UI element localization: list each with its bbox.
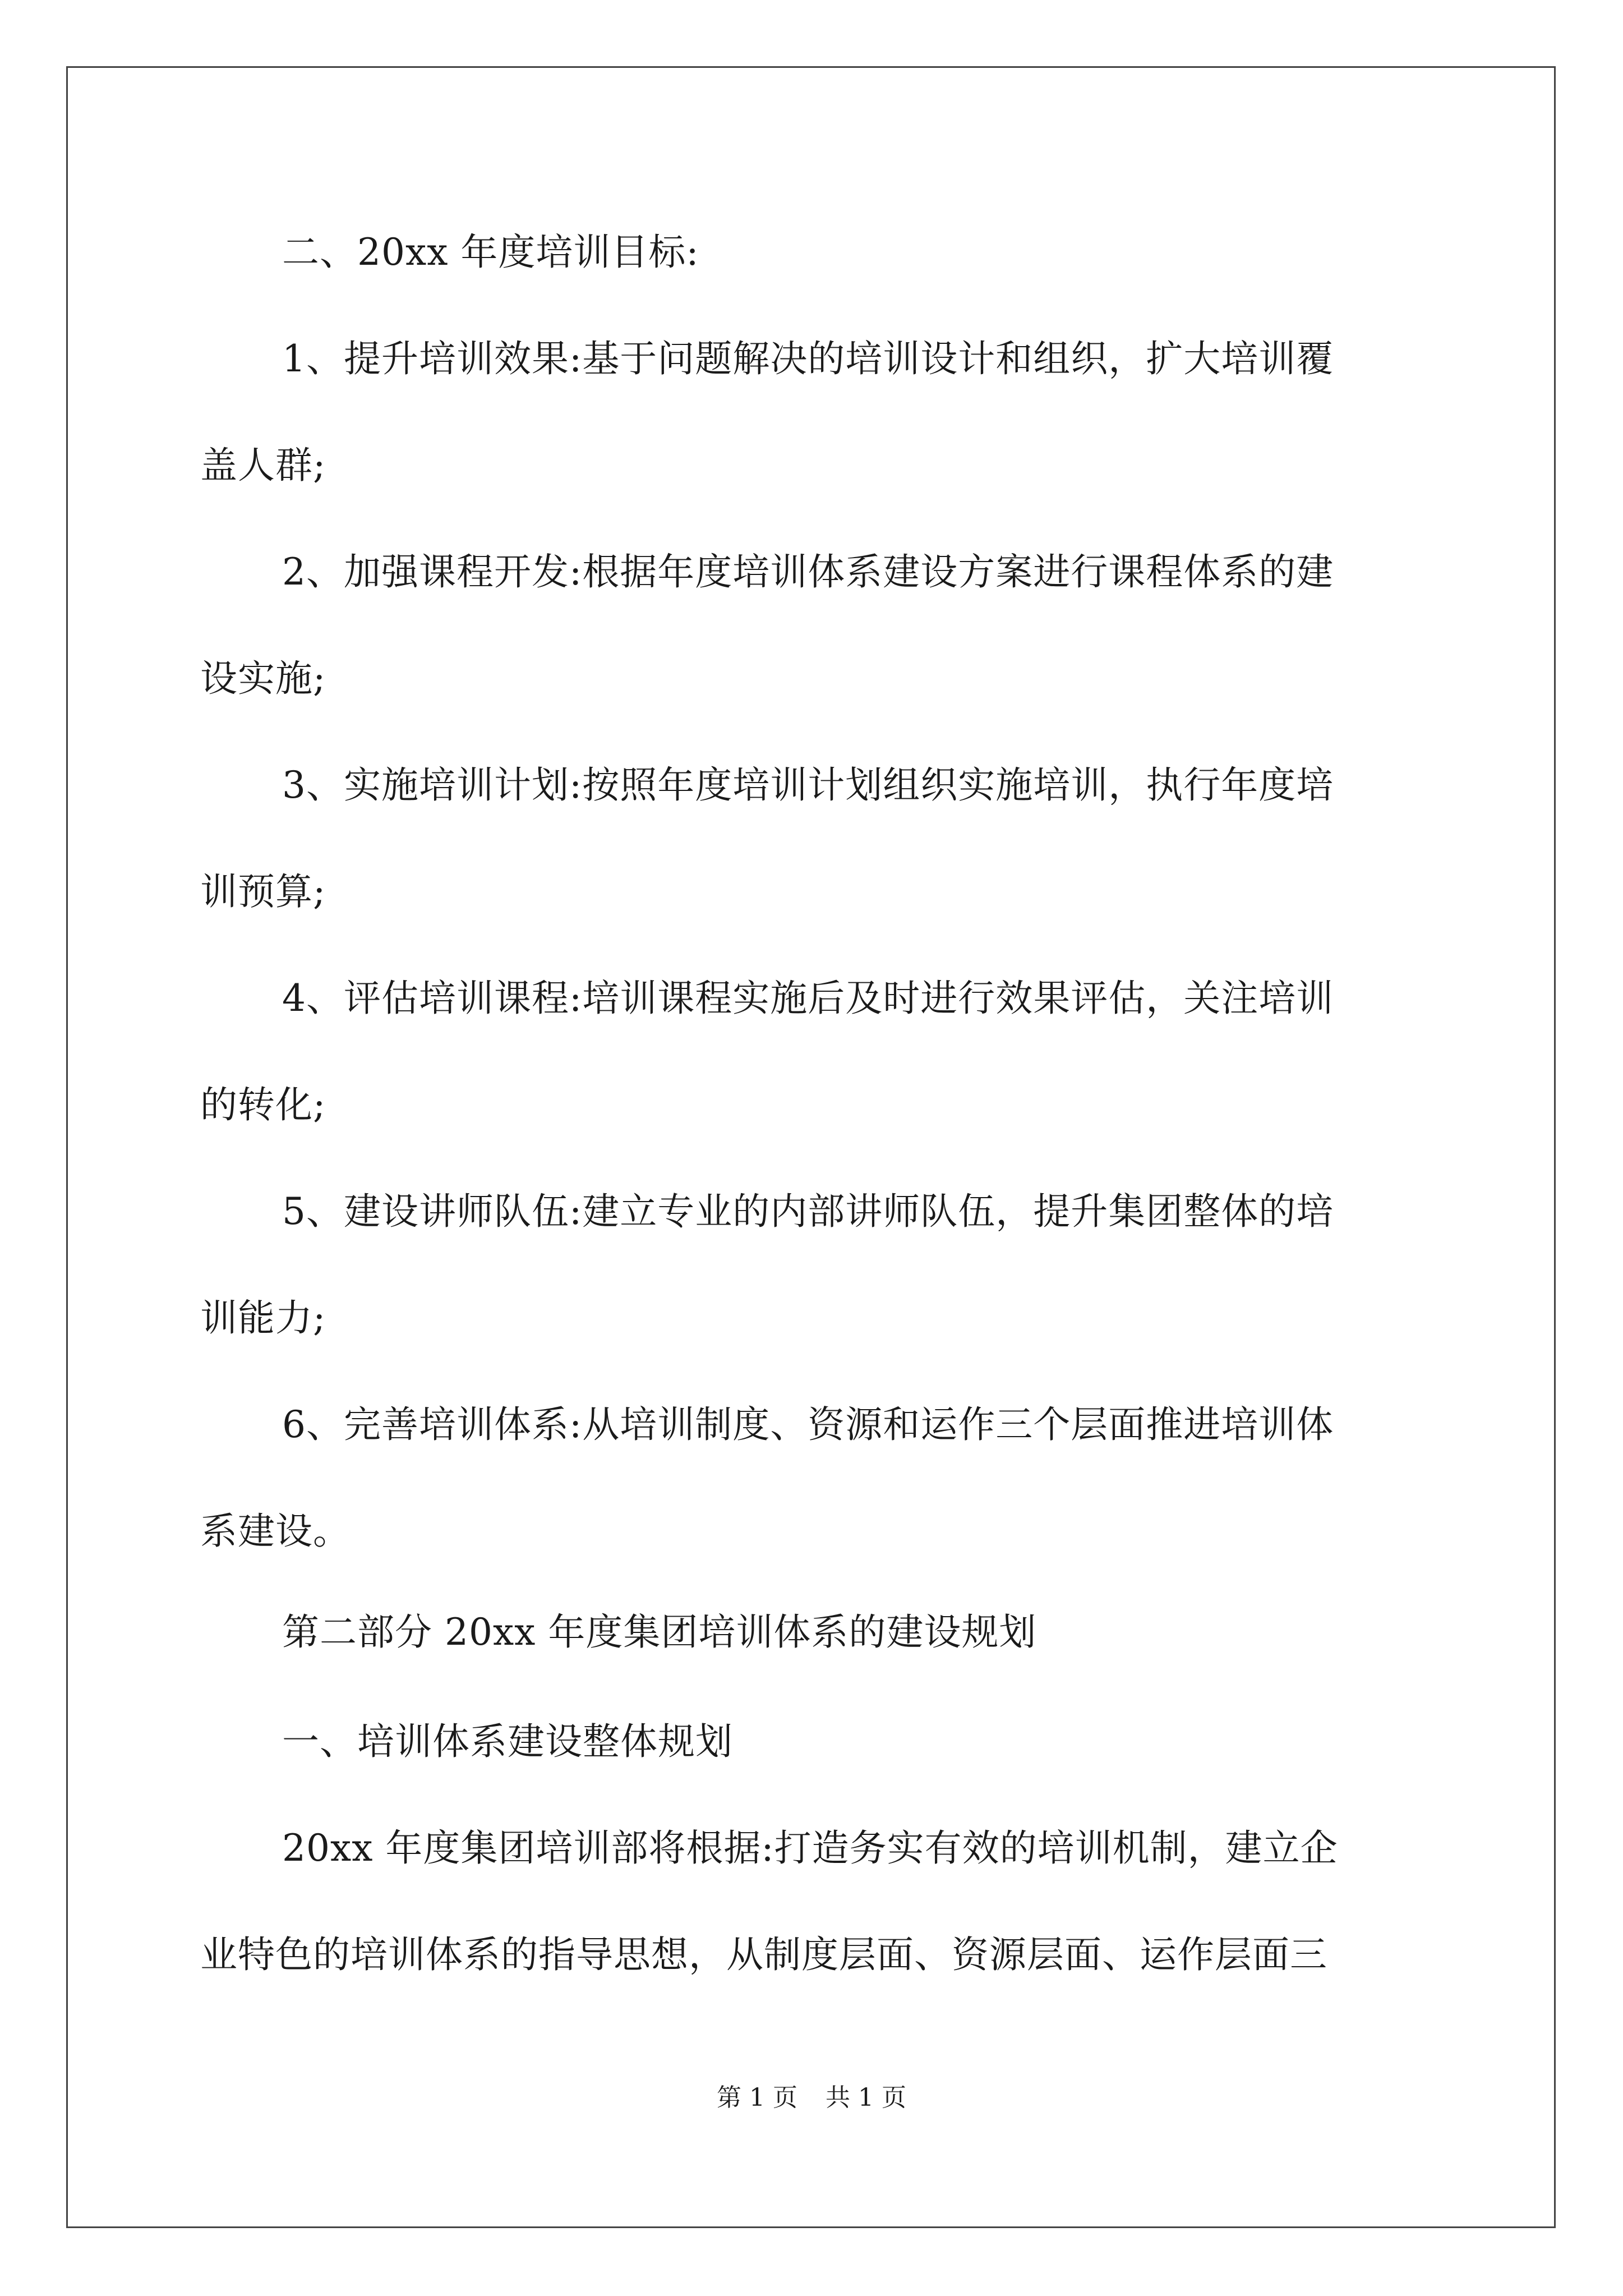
goal-5-line-2: 训能力;	[200, 1296, 326, 1340]
goal-3-line-1: 3、实施培训计划:按照年度培训计划组织实施培训，执行年度培	[282, 763, 1334, 807]
page-footer	[0, 2081, 1623, 2115]
page-number: 第 1 页	[717, 2083, 797, 2112]
overall-plan-line-1: 20xx 年度集团培训部将根据:打造务实有效的培训机制，建立企	[282, 1826, 1338, 1870]
goal-4-line-2: 的转化;	[200, 1083, 326, 1126]
overall-plan-line-2: 业特色的培训体系的指导思想，从制度层面、资源层面、运作层面三	[200, 1933, 1327, 1976]
goal-6-line-1: 6、完善培训体系:从培训制度、资源和运作三个层面推进培训体	[282, 1403, 1334, 1446]
goal-4-line-1: 4、评估培训课程:培训课程实施后及时进行效果评估，关注培训	[282, 977, 1334, 1020]
part-two-heading: 第二部分 20xx 年度集团培训体系的建设规划	[282, 1611, 1037, 1654]
goal-2-line-2: 设实施;	[200, 657, 326, 700]
goal-2-line-1: 2、加强课程开发:根据年度培训体系建设方案进行课程体系的建	[282, 550, 1334, 593]
goal-6-line-2: 系建设。	[200, 1510, 351, 1553]
goal-1-line-1: 1、提升培训效果:基于问题解决的培训设计和组织，扩大培训覆	[282, 337, 1334, 380]
section-heading-overall: 一、培训体系建设整体规划	[282, 1720, 733, 1763]
total-pages: 共 1 页	[826, 2083, 906, 2112]
goal-1-line-2: 盖人群;	[200, 444, 326, 487]
page-border	[66, 66, 1556, 2228]
goal-3-line-2: 训预算;	[200, 870, 326, 913]
goal-5-line-1: 5、建设讲师队伍:建立专业的内部讲师队伍，提升集团整体的培	[282, 1190, 1334, 1233]
section-heading-goals: 二、20xx 年度培训目标:	[282, 231, 699, 274]
